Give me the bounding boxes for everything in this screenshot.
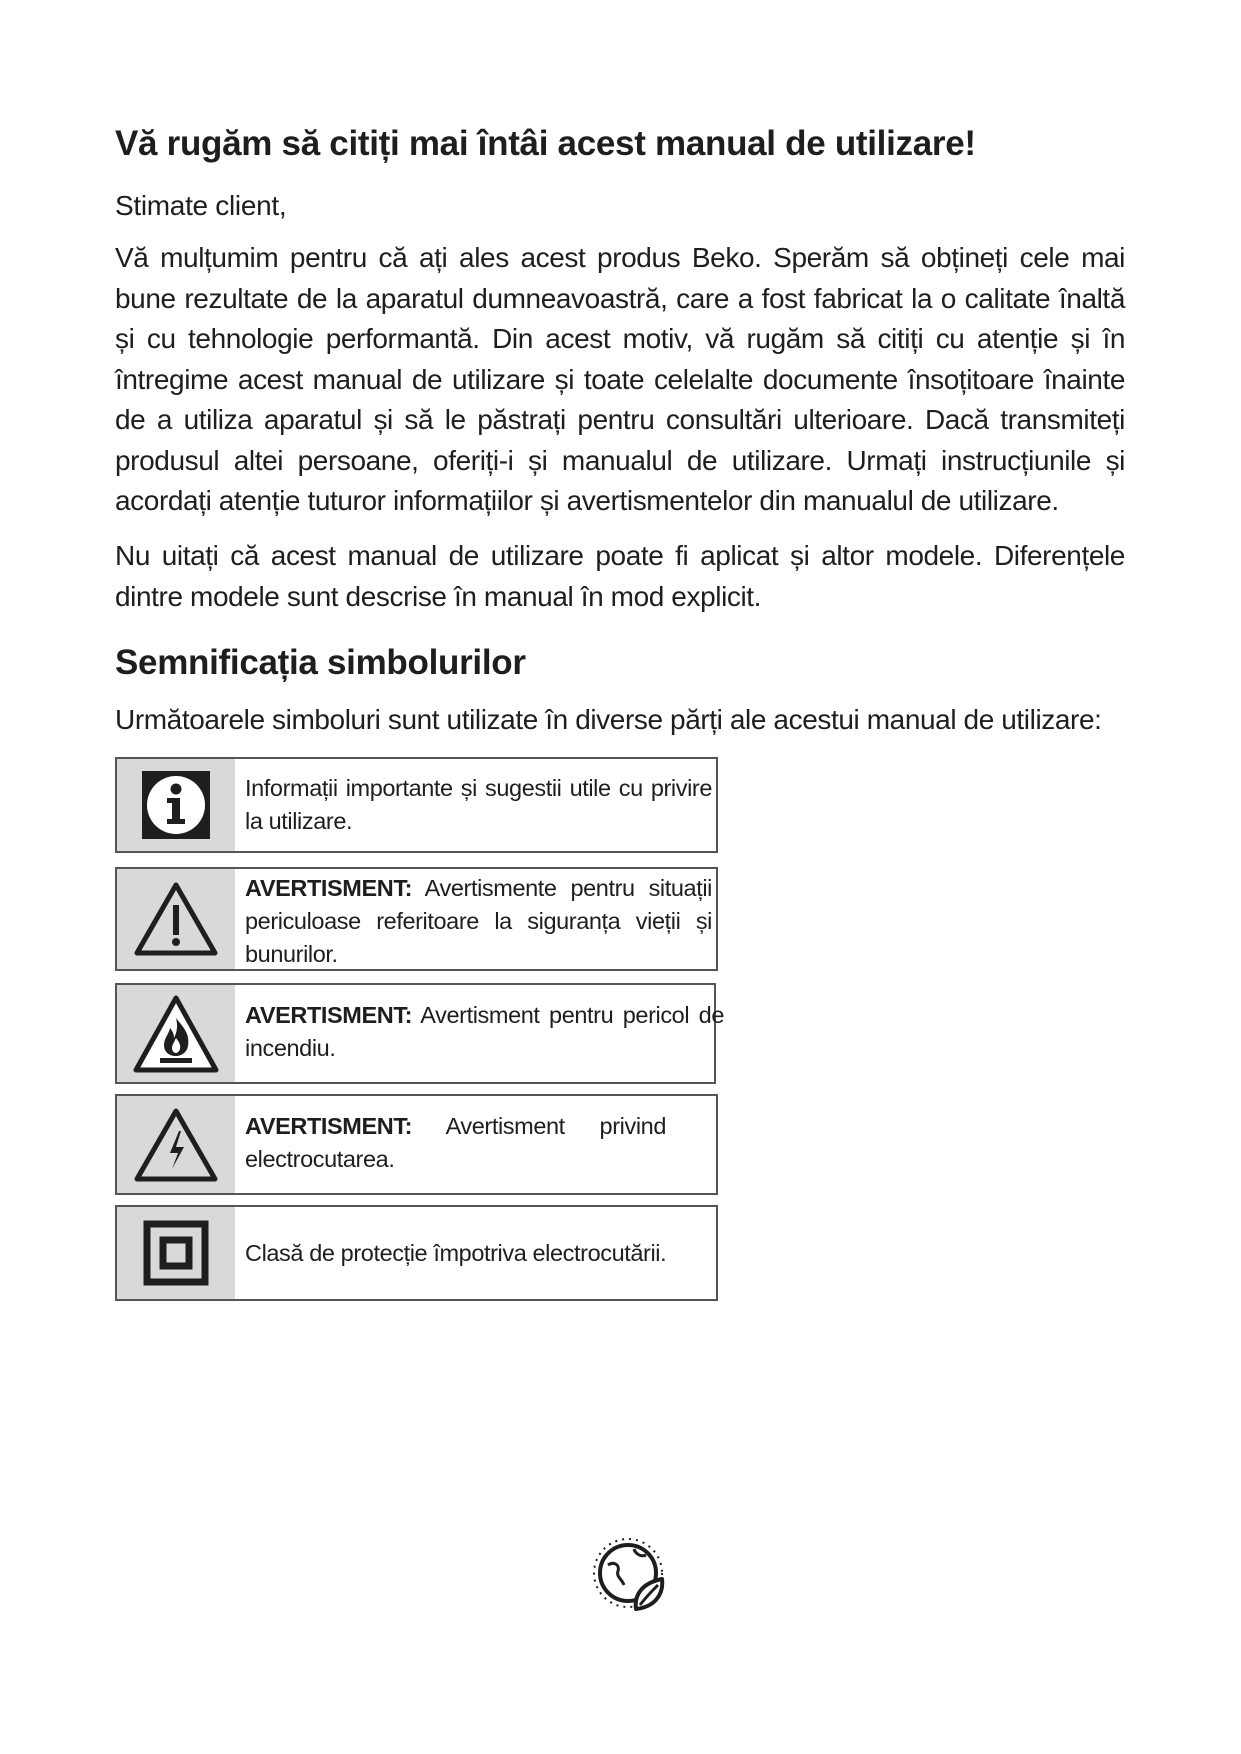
electric-shock-icon [133,1107,219,1183]
page-title: Vă rugăm să citiți mai întâi acest manual de utilizare! [115,124,976,163]
symbol-description: Avertisment pentru pericol de incendiu. [245,1002,724,1061]
eco-globe-leaf-icon [590,1535,670,1615]
symbol-row-electric [115,1094,718,1195]
models-note-paragraph: Nu uitați că acest manual de utilizare poate fi aplicat și altor modele. Diferențele dintre modele sunt descrise în manual în mod explicit. [115,540,1125,612]
symbol-label: AVERTISMENT: [245,1113,413,1139]
symbol-row-fire [115,983,724,1084]
fire-warning-icon [132,994,220,1074]
symbol-description: Avertismente pentru situații periculoase referitoare la siguranța vieții și bunurilor. [245,875,712,967]
symbol-description: Informații importante și sugestii utile cu privire la utilizare. [245,775,712,834]
symbol-row-info [115,757,718,853]
symbol-row-protection-class [115,1205,718,1301]
symbols-section-title: Semnificația simbolurilor [115,643,526,682]
intro-paragraph: Vă mulțumim pentru că ați ales acest produs Beko. Sperăm să obțineți cele mai bune rezultate de la aparatul dumneavoastră, care a fost fabricat la o calitate înaltă și cu tehnologie performantă. Din acest motiv, vă rugăm să citiți cu atenție și în întregime acest manual de utilizare și toate celelalte documente însoțitoare înainte de a utiliza aparatul și să le păstrați pentru consultări ulterioare. Dacă transmiteți produsul altei persoane, oferiți-i și manualul de utilizare. Urmați instrucțiunile și acordați atenție tuturor informațiilor și avertismentelor din manualul de utilizare. [115,242,1125,516]
info-icon [140,769,212,841]
symbol-description: Clasă de protecție împotriva electrocutării. [245,1240,667,1266]
symbols-intro: Următoarele simboluri sunt utilizate în diverse părți ale acestui manual de utilizare: [115,704,1102,735]
salutation: Stimate client, [115,190,287,221]
symbol-label: AVERTISMENT: [245,875,413,901]
warning-icon [133,881,219,957]
symbol-label: AVERTISMENT: [245,1002,413,1028]
symbol-row-warning [115,867,718,971]
symbol-description: Avertisment privind electrocutarea. [245,1113,666,1172]
double-insulation-icon [143,1220,209,1286]
